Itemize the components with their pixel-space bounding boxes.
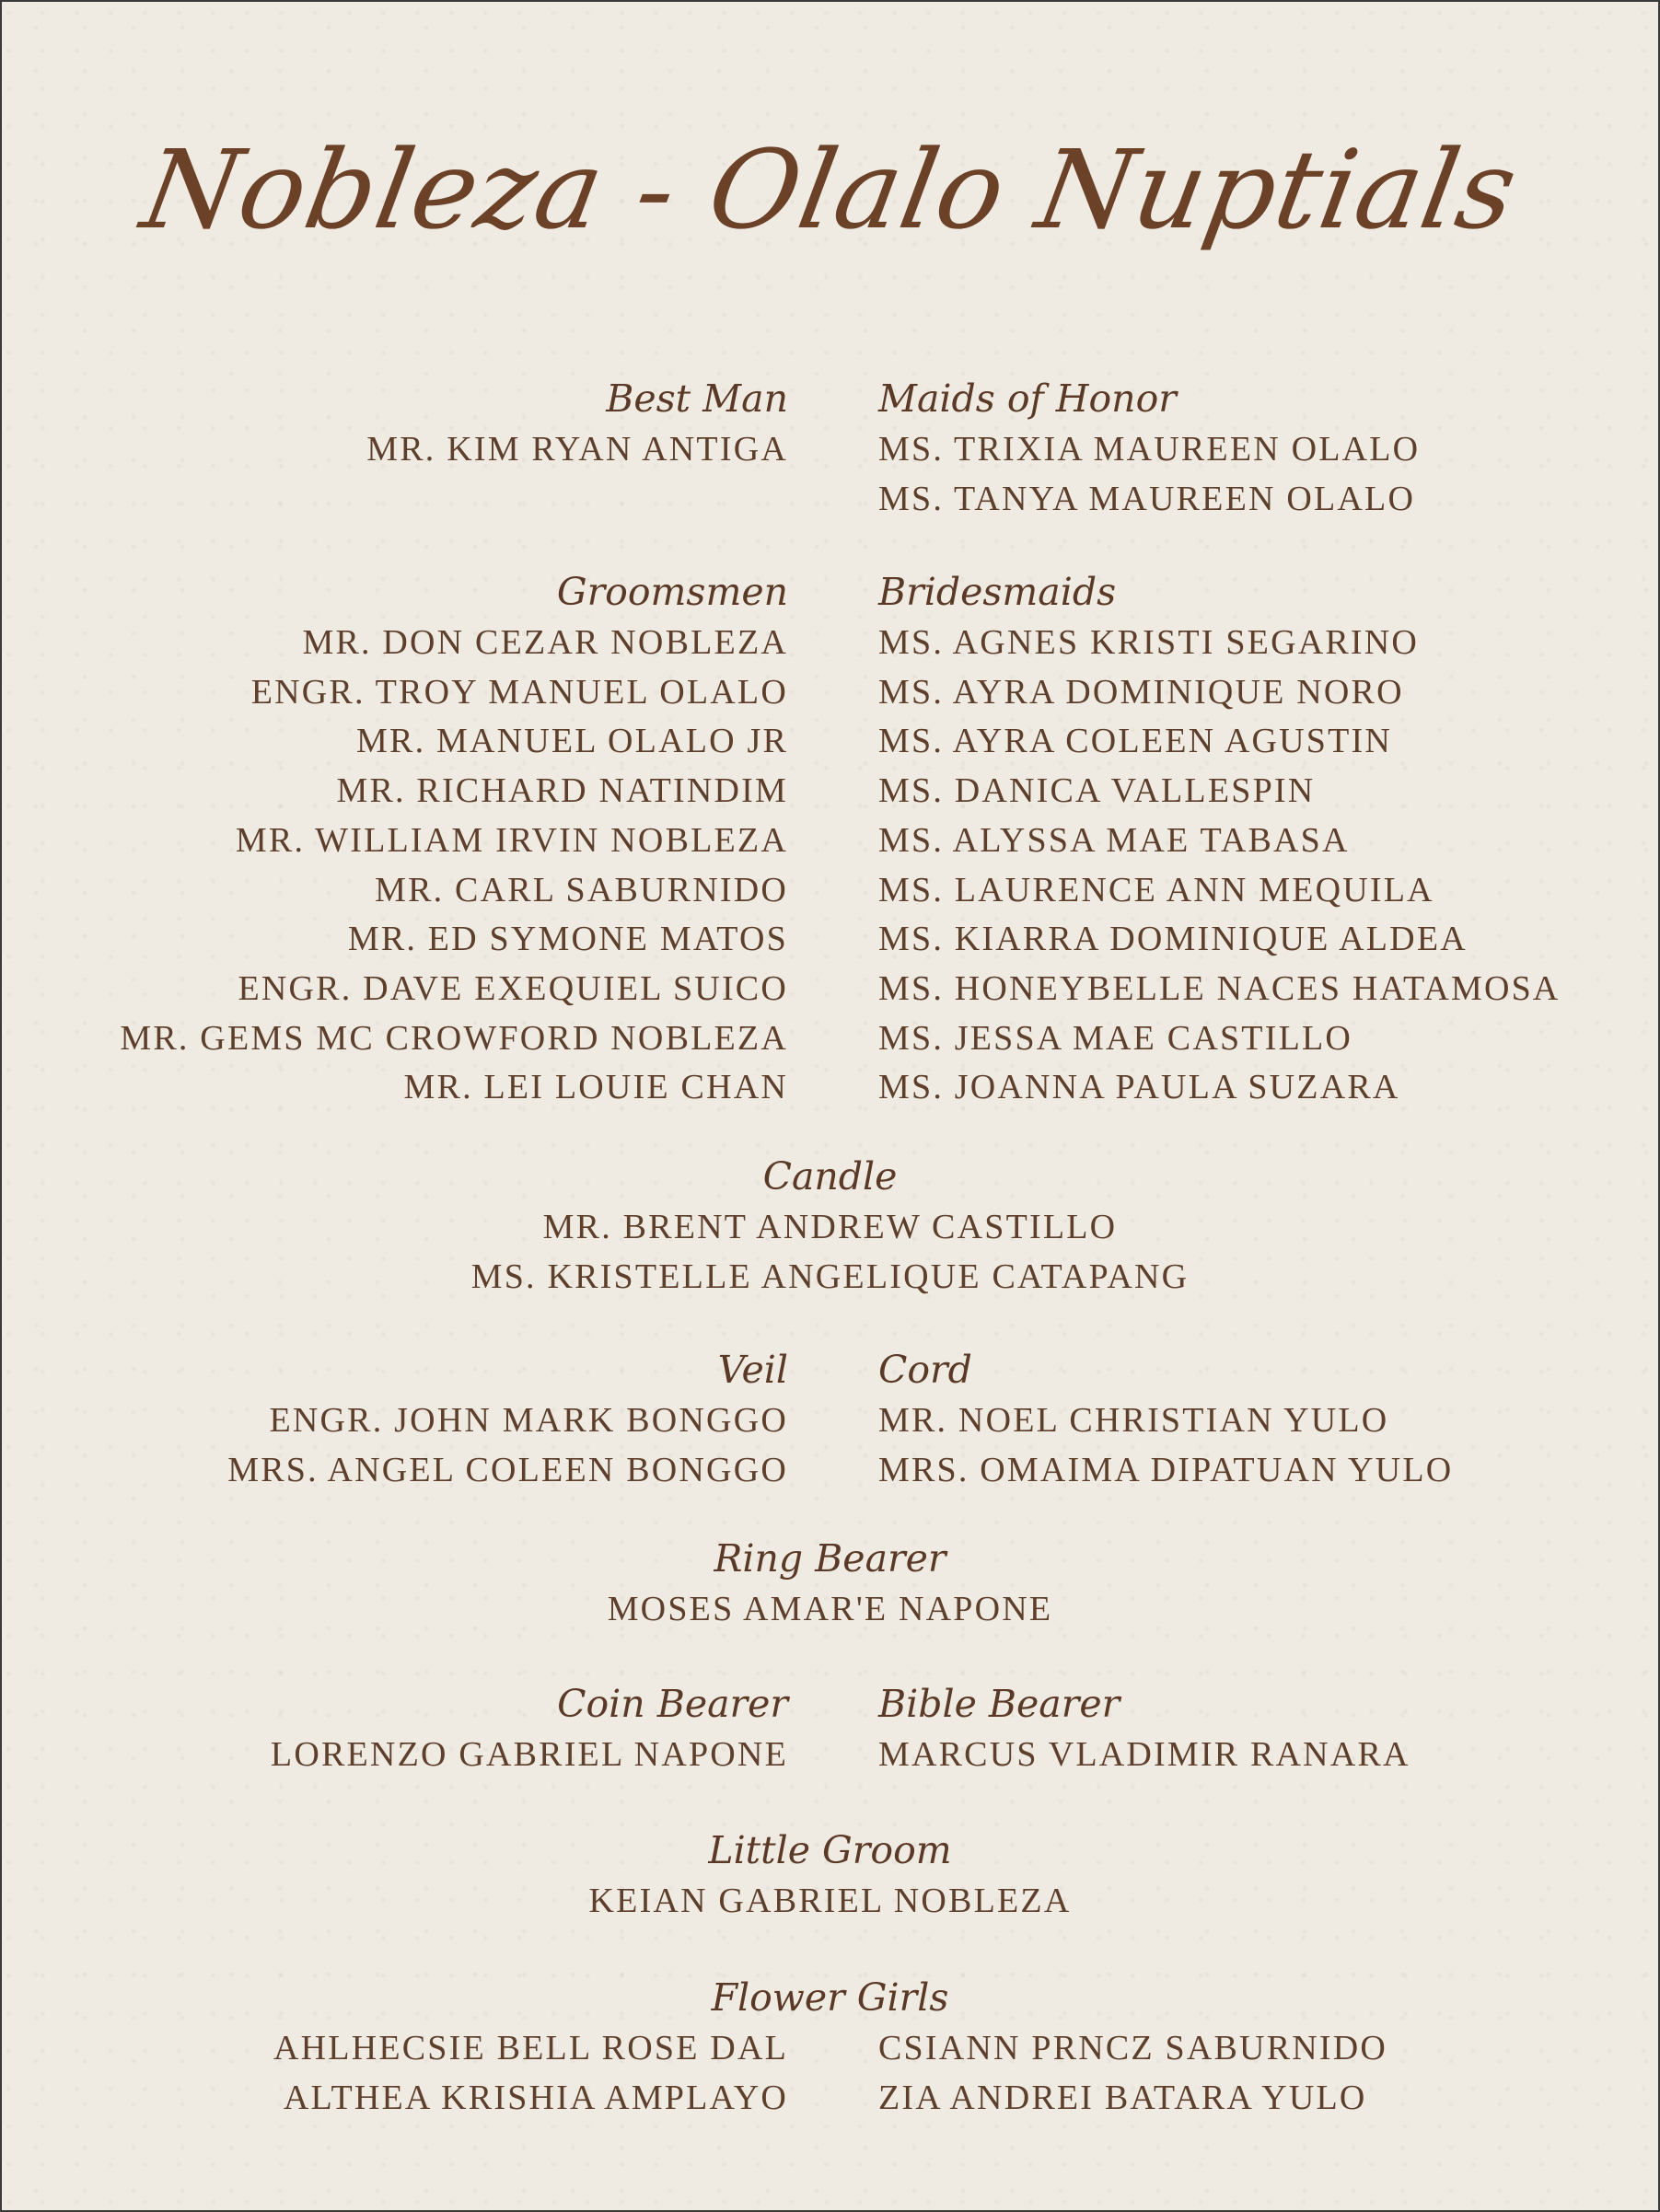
flower-girls-left bbox=[273, 2024, 788, 2123]
entourage-name: MS. TANYA MAUREEN OLALO bbox=[878, 479, 1416, 518]
entourage-name: ZIA ANDREI BATARA YULO bbox=[878, 2078, 1367, 2117]
role-heading: Maids of Honor bbox=[878, 376, 1177, 421]
flower-girls-section bbox=[2, 1971, 1658, 2024]
entourage-name: MS. AYRA DOMINIQUE NORO bbox=[878, 672, 1404, 712]
entourage-name: MS. AGNES KRISTI SEGARINO bbox=[878, 623, 1420, 662]
entourage-name: MS. TRIXIA MAUREEN OLALO bbox=[878, 430, 1421, 469]
role-heading: Bible Bearer bbox=[878, 1682, 1120, 1726]
role-heading: Flower Girls bbox=[711, 1975, 949, 2020]
role-heading: Groomsmen bbox=[556, 570, 788, 614]
entourage-name: MR. GEMS MC CROWFORD NOBLEZA bbox=[120, 1018, 788, 1058]
ring-bearer-section bbox=[2, 1532, 1658, 1635]
entourage-name: MR. DON CEZAR NOBLEZA bbox=[302, 623, 788, 662]
entourage-name: MR. KIM RYAN ANTIGA bbox=[366, 430, 788, 469]
entourage-name: MR. RICHARD NATINDIM bbox=[336, 771, 788, 811]
entourage-name: MS. KIARRA DOMINIQUE ALDEA bbox=[878, 920, 1468, 959]
entourage-name: ENGR. DAVE EXEQUIEL SUICO bbox=[238, 968, 788, 1008]
entourage-name: MR. CARL SABURNIDO bbox=[375, 870, 788, 909]
entourage-name: MS. ALYSSA MAE TABASA bbox=[878, 820, 1350, 860]
page-title: Nobleza - Olalo Nuptials bbox=[133, 126, 1527, 253]
entourage-name: MS. LAURENCE ANN MEQUILA bbox=[878, 870, 1434, 909]
role-heading: Bridesmaids bbox=[878, 570, 1117, 614]
bridesmaids-section bbox=[878, 565, 1561, 1113]
entourage-name: AHLHECSIE BELL ROSE DAL bbox=[273, 2029, 788, 2067]
veil-section bbox=[227, 1343, 788, 1495]
bible-bearer-section bbox=[878, 1677, 1410, 1780]
role-heading: Veil bbox=[717, 1348, 788, 1392]
entourage-name: MRS. OMAIMA DIPATUAN YULO bbox=[878, 1450, 1454, 1489]
entourage-name: MS. HONEYBELLE NACES HATAMOSA bbox=[878, 968, 1561, 1008]
entourage-name: MR. NOEL CHRISTIAN YULO bbox=[878, 1401, 1389, 1440]
entourage-name: ENGR. JOHN MARK BONGGO bbox=[269, 1401, 788, 1440]
flower-girls-right bbox=[878, 2024, 1387, 2123]
entourage-name: MS. JOANNA PAULA SUZARA bbox=[878, 1068, 1400, 1107]
entourage-name: CSIANN PRNCZ SABURNIDO bbox=[878, 2029, 1388, 2067]
role-heading: Ring Bearer bbox=[714, 1536, 946, 1581]
little-groom-section bbox=[2, 1824, 1658, 1927]
entourage-name: MS. AYRA COLEEN AGUSTIN bbox=[878, 722, 1393, 761]
cord-section bbox=[878, 1343, 1453, 1495]
entourage-name: MS. KRISTELLE ANGELIQUE CATAPANG bbox=[470, 1257, 1190, 1296]
entourage-name: ALTHEA KRISHIA AMPLAYO bbox=[283, 2078, 788, 2117]
role-heading: Little Groom bbox=[708, 1828, 952, 1872]
entourage-name: LORENZO GABRIEL NAPONE bbox=[270, 1735, 788, 1774]
entourage-name: MR. BRENT ANDREW CASTILLO bbox=[542, 1208, 1118, 1246]
entourage-name: MR. LEI LOUIE CHAN bbox=[403, 1068, 788, 1107]
entourage-name: MR. ED SYMONE MATOS bbox=[347, 920, 788, 959]
role-heading: Coin Bearer bbox=[557, 1682, 788, 1726]
entourage-name: MARCUS VLADIMIR RANARA bbox=[878, 1735, 1410, 1774]
role-heading: Cord bbox=[878, 1348, 972, 1392]
entourage-name: MOSES AMAR'E NAPONE bbox=[607, 1590, 1053, 1628]
coin-bearer-section bbox=[271, 1677, 788, 1780]
candle-section bbox=[2, 1150, 1658, 1302]
groomsmen-section bbox=[120, 565, 788, 1113]
entourage-name: MS. DANICA VALLESPIN bbox=[878, 771, 1316, 811]
entourage-name: MS. JESSA MAE CASTILLO bbox=[878, 1018, 1353, 1058]
role-heading: Best Man bbox=[606, 376, 788, 421]
entourage-name: ENGR. TROY MANUEL OLALO bbox=[250, 672, 788, 712]
role-heading: Candle bbox=[762, 1154, 898, 1199]
entourage-name: MR. WILLIAM IRVIN NOBLEZA bbox=[235, 820, 788, 860]
entourage-name: KEIAN GABRIEL NOBLEZA bbox=[588, 1882, 1072, 1920]
entourage-name: MRS. ANGEL COLEEN BONGGO bbox=[227, 1450, 788, 1489]
best-man-section bbox=[366, 372, 788, 475]
maids-of-honor-section bbox=[878, 372, 1420, 524]
entourage-name: MR. MANUEL OLALO JR bbox=[356, 722, 788, 761]
